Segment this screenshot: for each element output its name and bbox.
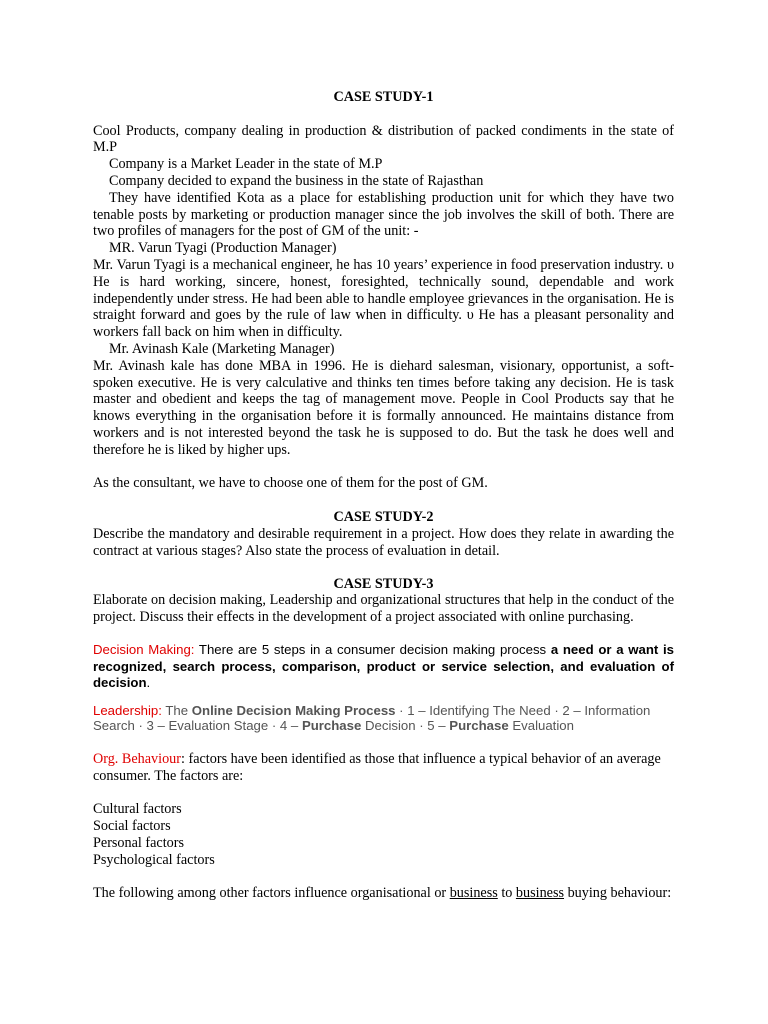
leadership-label: Leadership: <box>93 702 162 718</box>
factor-item: Social factors <box>93 818 171 835</box>
org-behaviour-text: : factors have been identified as those that influence a typical behavior of an average consumer. The factors are: <box>93 750 661 784</box>
candidate-2-name: Mr. Avinash Kale (Marketing Manager) <box>109 340 335 357</box>
factor-item: Personal factors <box>93 834 185 851</box>
case-study-1-title: CASE STUDY-1 <box>333 89 434 105</box>
factor-item: Psychological factors <box>93 851 215 868</box>
candidate-1-description: Mr. Varun Tyagi is a mechanical engineer, he has 10 years’ experience in food preservation industry. υ He is hard working, sincere, honest, foresighted, technically sound, dependable and work independently under stress. He had been able to handle employee grievances in the organisation. He is straight forward and goes by the rule of law when in difficulty. υ He has a pleasant personality and workers fall back on him when in difficulty. <box>93 256 674 341</box>
business-link-1[interactable]: business <box>449 885 498 902</box>
final-text-2: to <box>497 885 516 902</box>
factors-list <box>93 801 674 868</box>
final-paragraph <box>93 885 674 902</box>
candidate-1-name: MR. Varun Tyagi (Production Manager) <box>109 240 337 257</box>
cs1-line-1: Company is a Market Leader in the state of M.P <box>109 156 383 173</box>
cs3-text: Elaborate on decision making, Leadership and organizational structures that help in the conduct of the project. Discuss their effects in the development of a project associated with online purchasing. <box>93 592 674 626</box>
cs1-line-3: They have identified Kota as a place for establishing production unit for which they have two tenable posts by marketing or production manager since the job involves the skill of both. There are two profiles of managers for the post of GM of the unit: - <box>93 189 674 240</box>
cs1-conclusion: As the consultant, we have to choose one of them for the post of GM. <box>93 475 488 492</box>
org-behaviour-label: Org. Behaviour <box>93 750 181 767</box>
org-behaviour-paragraph <box>93 751 674 785</box>
leadership-text-4: Evaluation <box>508 718 574 734</box>
leadership-purchase-2: Purchase <box>449 718 509 734</box>
decision-making-text: There are 5 steps in a consumer decision making process <box>194 641 551 657</box>
factor-item: Cultural factors <box>93 801 182 818</box>
leadership-text-3: Decision · 5 – <box>361 718 450 734</box>
cs2-text: Describe the mandatory and desirable requirement in a project. How does they relate in awarding the contract at various stages? Also state the process of evaluation in detail. <box>93 525 674 559</box>
cs1-intro: Cool Products, company dealing in production & distribution of packed condiments in the state of M.P <box>93 122 674 156</box>
leadership-text-2: · 1 – Identifying The Need · 2 – Information Search · 3 – Evaluation Stage · 4 – <box>93 702 651 734</box>
case-study-3-title: CASE STUDY-3 <box>333 575 434 592</box>
business-link-2[interactable]: business <box>515 885 565 902</box>
decision-making-label: Decision Making: <box>93 641 195 657</box>
decision-making-end: . <box>146 675 151 691</box>
final-text-3: buying behaviour: <box>564 885 672 902</box>
decision-making-steps: a need or a want is recognized, search process, comparison, product or service selection, and evaluation of decision <box>93 641 674 691</box>
leadership-purchase-1: Purchase <box>301 718 362 734</box>
candidate-2-description: Mr. Avinash kale has done MBA in 1996. He is diehard salesman, visionary, opportunist, a soft-spoken executive. He is very calculative and thinks ten times before taking any decision. He is task master and obedient and keeps the tag of management move. People in Cool Products say that he knows everything in the organisation before it is formally announced. He maintains distance from workers and is not interested beyond the task he is supposed to do. But the task he does well and therefore he is liked by higher ups. <box>93 357 674 458</box>
leadership-process-title: Online Decision Making Process <box>191 702 396 718</box>
final-text-1: The following among other factors influence organisational or <box>93 885 450 902</box>
decision-making-paragraph <box>93 642 674 692</box>
document-body <box>93 89 674 902</box>
leadership-text-1: The <box>161 702 192 718</box>
leadership-paragraph <box>93 703 674 734</box>
cs1-line-2: Company decided to expand the business in the state of Rajasthan <box>109 172 484 189</box>
case-study-2-title: CASE STUDY-2 <box>333 509 434 526</box>
